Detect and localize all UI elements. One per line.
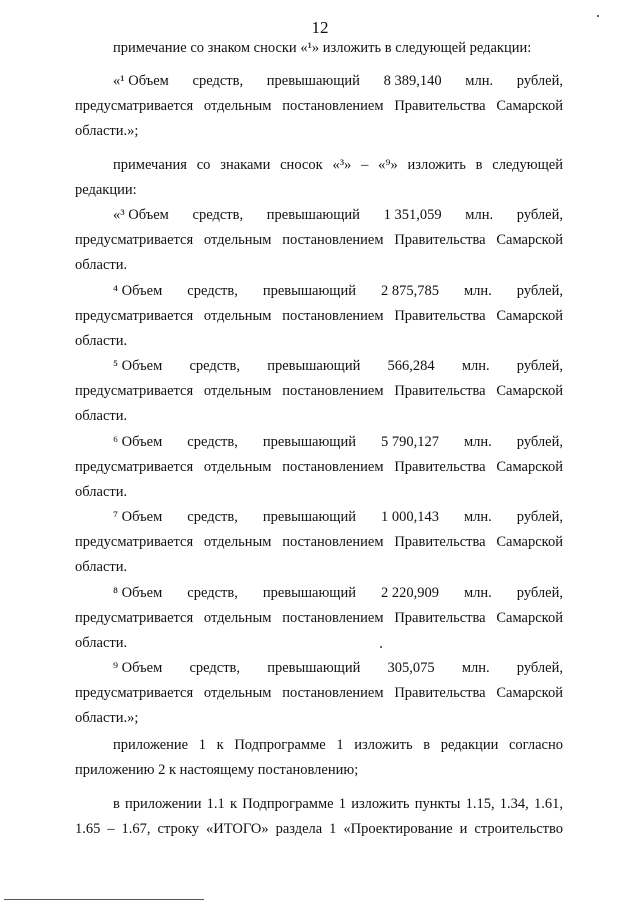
- intro-footnotes-3-9-line-2: редакции:: [75, 182, 137, 198]
- page-number: 12: [311, 18, 329, 37]
- footnote-1-line-3: области.»;: [75, 123, 139, 139]
- footnote-4-line-1: ⁴ Объем средств, превышающий 2 875,785 млн. рублей,: [113, 283, 563, 299]
- appendix-1-1-line-1: в приложении 1.1 к Подпрограмме 1 изложить пункты 1.15, 1.34, 1.61,: [113, 796, 563, 812]
- footnote-8-line-3: области.: [75, 635, 128, 651]
- footnote-1-line-1: «¹ Объем средств, превышающий 8 389,140 млн. рублей,: [113, 73, 563, 89]
- footnote-6-line-2: предусматривается отдельным постановлением Правительства Самарской: [75, 459, 563, 475]
- footer-rule: [4, 899, 204, 900]
- footnote-9-line-3: области.»;: [75, 710, 139, 726]
- footnote-9-line-2: предусматривается отдельным постановлением Правительства Самарской: [75, 685, 563, 701]
- footnote-4-line-3: области.: [75, 333, 128, 349]
- footnote-4-line-2: предусматривается отдельным постановлением Правительства Самарской: [75, 308, 563, 324]
- footnote-8-line-1: ⁸ Объем средств, превышающий 2 220,909 млн. рублей,: [113, 585, 563, 601]
- footnote-8-line-2: предусматривается отдельным постановлением Правительства Самарской: [75, 610, 563, 626]
- scan-speck: [597, 15, 599, 17]
- intro-footnotes-3-9-line-1: примечания со знаками сносок «³» – «⁹» изложить в следующей: [113, 157, 563, 173]
- footnote-3-line-2: предусматривается отдельным постановлением Правительства Самарской: [75, 232, 563, 248]
- footnote-5-line-1: ⁵ Объем средств, превышающий 566,284 млн. рублей,: [113, 358, 563, 374]
- scan-speck: [380, 646, 382, 648]
- footnote-5-line-3: области.: [75, 408, 128, 424]
- footnote-9-line-1: ⁹ Объем средств, превышающий 305,075 млн. рублей,: [113, 660, 563, 676]
- footnote-7-line-1: ⁷ Объем средств, превышающий 1 000,143 млн. рублей,: [113, 509, 563, 525]
- footnote-5-line-2: предусматривается отдельным постановлением Правительства Самарской: [75, 383, 563, 399]
- footnote-7-line-2: предусматривается отдельным постановлением Правительства Самарской: [75, 534, 563, 550]
- footnote-6-line-1: ⁶ Объем средств, превышающий 5 790,127 млн. рублей,: [113, 434, 563, 450]
- footnote-1-line-2: предусматривается отдельным постановлением Правительства Самарской: [75, 98, 563, 114]
- footnote-3-line-1: «³ Объем средств, превышающий 1 351,059 млн. рублей,: [113, 207, 563, 223]
- footnote-6-line-3: области.: [75, 484, 128, 500]
- intro-footnote-1: примечание со знаком сноски «¹» изложить в следующей редакции:: [113, 40, 532, 56]
- appendix-1-line-1: приложение 1 к Подпрограмме 1 изложить в редакции согласно: [113, 737, 563, 753]
- footnote-7-line-3: области.: [75, 559, 128, 575]
- footnote-3-line-3: области.: [75, 257, 128, 273]
- appendix-1-1-line-2: 1.65 – 1.67, строку «ИТОГО» раздела 1 «Проектирование и строительство: [75, 821, 563, 837]
- appendix-1-line-2: приложению 2 к настоящему постановлению;: [75, 762, 359, 778]
